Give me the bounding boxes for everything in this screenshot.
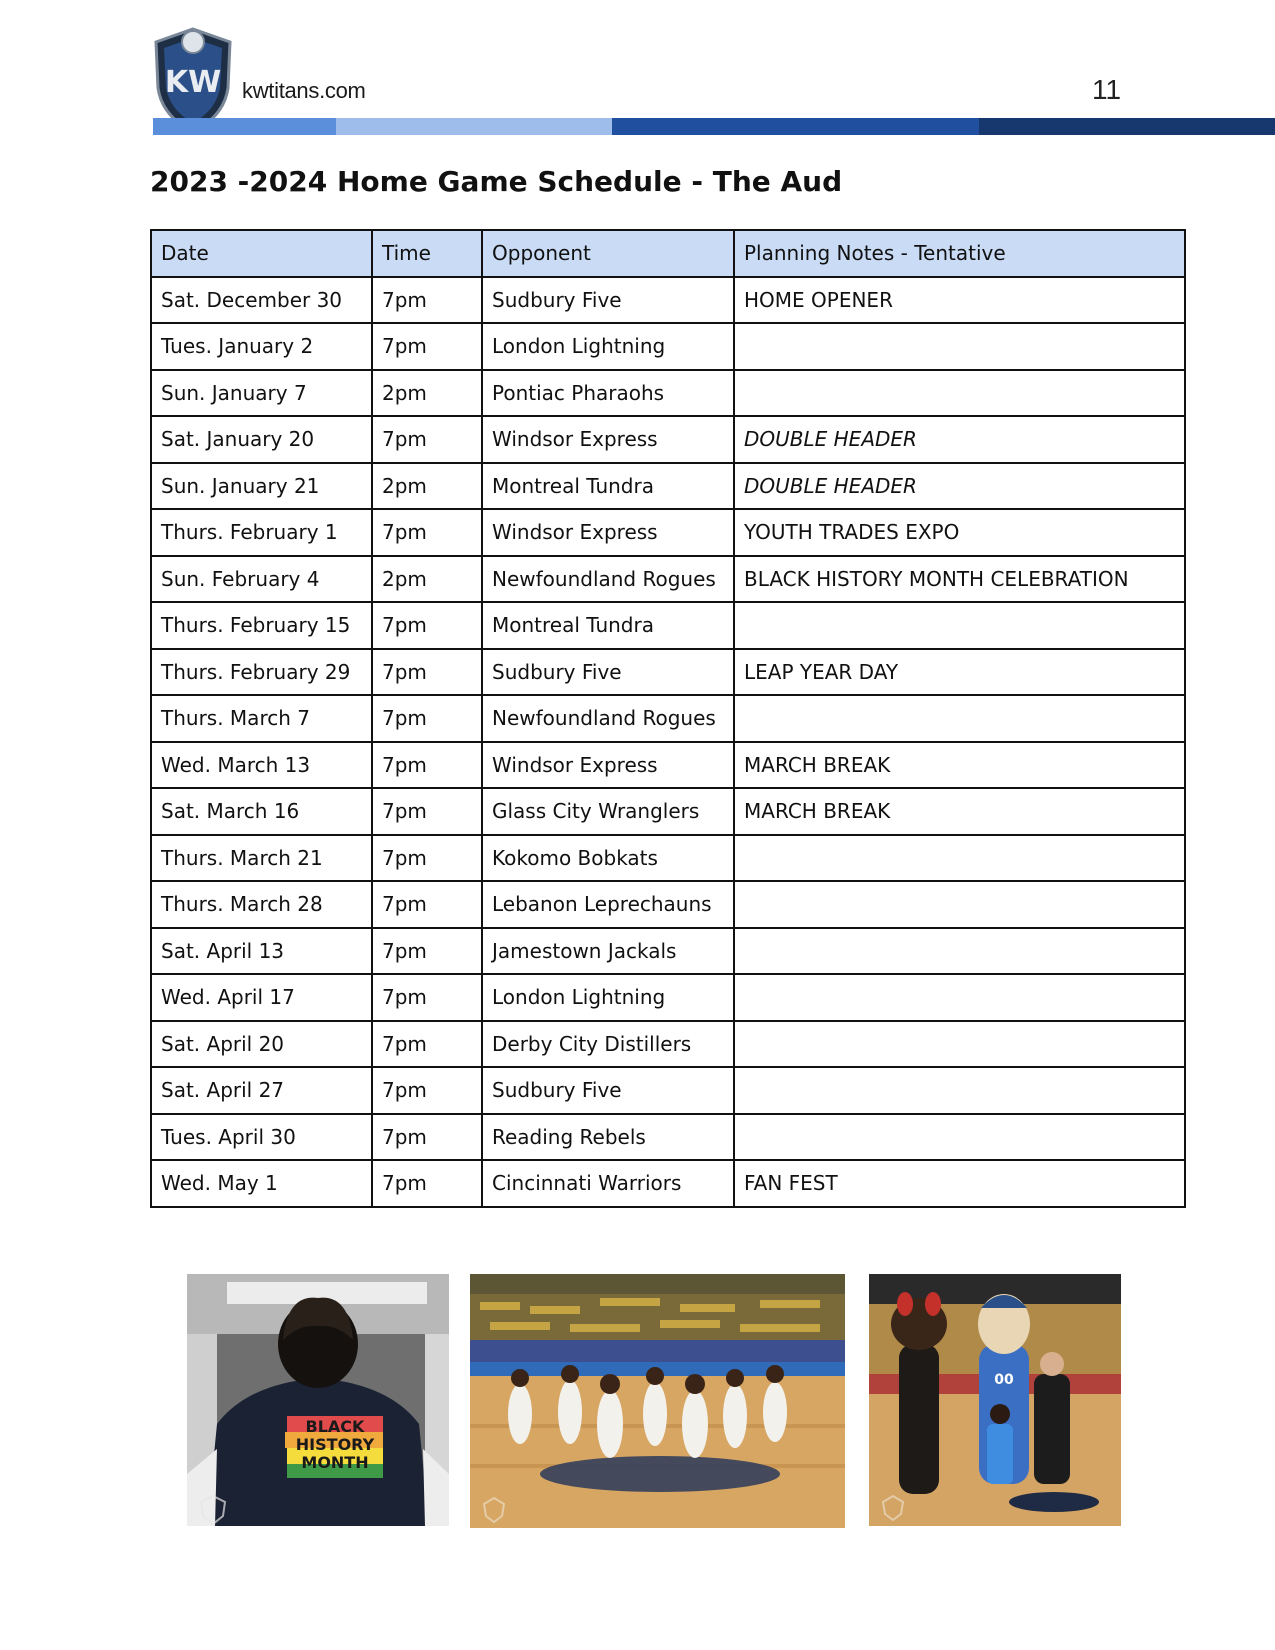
cell-notes: [734, 602, 1185, 649]
cell-opponent: London Lightning: [482, 323, 734, 370]
cell-date: Thurs. February 29: [151, 649, 372, 696]
cell-opponent: Derby City Distillers: [482, 1021, 734, 1068]
cell-notes: [734, 835, 1185, 882]
shirt-text-line3: MONTH: [301, 1453, 369, 1472]
table-row: [151, 416, 1185, 463]
cell-time: 7pm: [372, 1021, 482, 1068]
cell-time: 7pm: [372, 602, 482, 649]
cell-date: Tues. April 30: [151, 1114, 372, 1161]
table-row: [151, 742, 1185, 789]
cell-time: 7pm: [372, 695, 482, 742]
header-band-segment: [336, 118, 612, 135]
cell-time: 7pm: [372, 277, 482, 324]
table-row: [151, 695, 1185, 742]
cell-opponent: Sudbury Five: [482, 649, 734, 696]
cell-time: 7pm: [372, 509, 482, 556]
cell-date: Thurs. March 21: [151, 835, 372, 882]
cell-opponent: Pontiac Pharaohs: [482, 370, 734, 417]
cell-time: 7pm: [372, 742, 482, 789]
cell-date: Thurs. March 28: [151, 881, 372, 928]
cell-time: 2pm: [372, 463, 482, 510]
column-header-opponent: Opponent: [482, 230, 734, 277]
cell-date: Wed. March 13: [151, 742, 372, 789]
cell-opponent: Newfoundland Rogues: [482, 695, 734, 742]
jersey-number: 00: [994, 1372, 1014, 1388]
cell-opponent: Jamestown Jackals: [482, 928, 734, 975]
cell-time: 7pm: [372, 323, 482, 370]
table-row: [151, 1160, 1185, 1207]
cell-opponent: Windsor Express: [482, 742, 734, 789]
cell-time: 7pm: [372, 1160, 482, 1207]
cell-date: Thurs. March 7: [151, 695, 372, 742]
cell-opponent: London Lightning: [482, 974, 734, 1021]
cell-opponent: Lebanon Leprechauns: [482, 881, 734, 928]
table-header-row: [151, 230, 1185, 277]
cell-notes: [734, 323, 1185, 370]
table-row: [151, 277, 1185, 324]
table-row: [151, 1067, 1185, 1114]
cell-notes: HOME OPENER: [734, 277, 1185, 324]
cell-date: Sat. April 13: [151, 928, 372, 975]
table-row: [151, 323, 1185, 370]
table-row: [151, 602, 1185, 649]
shirt-text-line1: BLACK: [305, 1417, 365, 1436]
cell-notes: [734, 974, 1185, 1021]
cell-date: Sat. April 27: [151, 1067, 372, 1114]
cell-time: 7pm: [372, 1067, 482, 1114]
shirt-text-line2: HISTORY: [295, 1435, 375, 1454]
table-row: [151, 788, 1185, 835]
cell-date: Tues. January 2: [151, 323, 372, 370]
cell-notes: BLACK HISTORY MONTH CELEBRATION: [734, 556, 1185, 603]
cell-notes: [734, 1067, 1185, 1114]
cell-date: Wed. May 1: [151, 1160, 372, 1207]
cell-time: 7pm: [372, 649, 482, 696]
table-row: [151, 928, 1185, 975]
cell-date: Thurs. February 1: [151, 509, 372, 556]
page-title: 2023 -2024 Home Game Schedule - The Aud: [150, 165, 843, 198]
column-header-notes: Planning Notes - Tentative: [734, 230, 1185, 277]
cell-date: Sun. January 21: [151, 463, 372, 510]
cell-time: 7pm: [372, 788, 482, 835]
table-row: [151, 974, 1185, 1021]
dance-team-photo: [470, 1274, 845, 1528]
header-band-segment: [153, 118, 336, 135]
cell-time: 7pm: [372, 835, 482, 882]
table-row: [151, 835, 1185, 882]
table-row: [151, 556, 1185, 603]
cell-notes: [734, 881, 1185, 928]
cell-notes: DOUBLE HEADER: [734, 416, 1185, 463]
table-row: [151, 463, 1185, 510]
column-header-time: Time: [372, 230, 482, 277]
cell-date: Sat. December 30: [151, 277, 372, 324]
cell-date: Sun. February 4: [151, 556, 372, 603]
cell-time: 7pm: [372, 881, 482, 928]
mascots-photo: [869, 1274, 1121, 1526]
cell-date: Sat. January 20: [151, 416, 372, 463]
cell-opponent: Montreal Tundra: [482, 602, 734, 649]
cell-notes: [734, 695, 1185, 742]
page-number: 11: [1092, 74, 1122, 105]
cell-opponent: Sudbury Five: [482, 1067, 734, 1114]
cell-opponent: Sudbury Five: [482, 277, 734, 324]
cell-notes: FAN FEST: [734, 1160, 1185, 1207]
site-url[interactable]: kwtitans.com: [242, 78, 366, 103]
table-row: [151, 509, 1185, 556]
cell-date: Thurs. February 15: [151, 602, 372, 649]
cell-notes: [734, 1114, 1185, 1161]
table-row: [151, 649, 1185, 696]
cell-date: Sun. January 7: [151, 370, 372, 417]
cell-notes: MARCH BREAK: [734, 788, 1185, 835]
cell-opponent: Windsor Express: [482, 416, 734, 463]
cell-opponent: Glass City Wranglers: [482, 788, 734, 835]
cell-time: 7pm: [372, 928, 482, 975]
black-history-month-shirt-photo: [187, 1274, 449, 1526]
table-row: [151, 370, 1185, 417]
cell-time: 2pm: [372, 370, 482, 417]
cell-notes: YOUTH TRADES EXPO: [734, 509, 1185, 556]
cell-opponent: Montreal Tundra: [482, 463, 734, 510]
cell-date: Sat. March 16: [151, 788, 372, 835]
table-row: [151, 1114, 1185, 1161]
cell-notes: [734, 928, 1185, 975]
cell-time: 7pm: [372, 1114, 482, 1161]
table-row: [151, 881, 1185, 928]
header-band-segment: [979, 118, 1275, 135]
cell-time: 7pm: [372, 974, 482, 1021]
cell-opponent: Reading Rebels: [482, 1114, 734, 1161]
cell-notes: DOUBLE HEADER: [734, 463, 1185, 510]
cell-date: Sat. April 20: [151, 1021, 372, 1068]
cell-date: Wed. April 17: [151, 974, 372, 1021]
cell-opponent: Newfoundland Rogues: [482, 556, 734, 603]
header-band-segment: [612, 118, 979, 135]
table-row: [151, 1021, 1185, 1068]
cell-opponent: Cincinnati Warriors: [482, 1160, 734, 1207]
cell-notes: LEAP YEAR DAY: [734, 649, 1185, 696]
cell-time: 2pm: [372, 556, 482, 603]
schedule-table: [150, 229, 1186, 1208]
cell-opponent: Kokomo Bobkats: [482, 835, 734, 882]
logo-text: KW: [164, 65, 222, 100]
cell-notes: [734, 370, 1185, 417]
cell-opponent: Windsor Express: [482, 509, 734, 556]
cell-time: 7pm: [372, 416, 482, 463]
column-header-date: Date: [151, 230, 372, 277]
cell-notes: [734, 1021, 1185, 1068]
cell-notes: MARCH BREAK: [734, 742, 1185, 789]
